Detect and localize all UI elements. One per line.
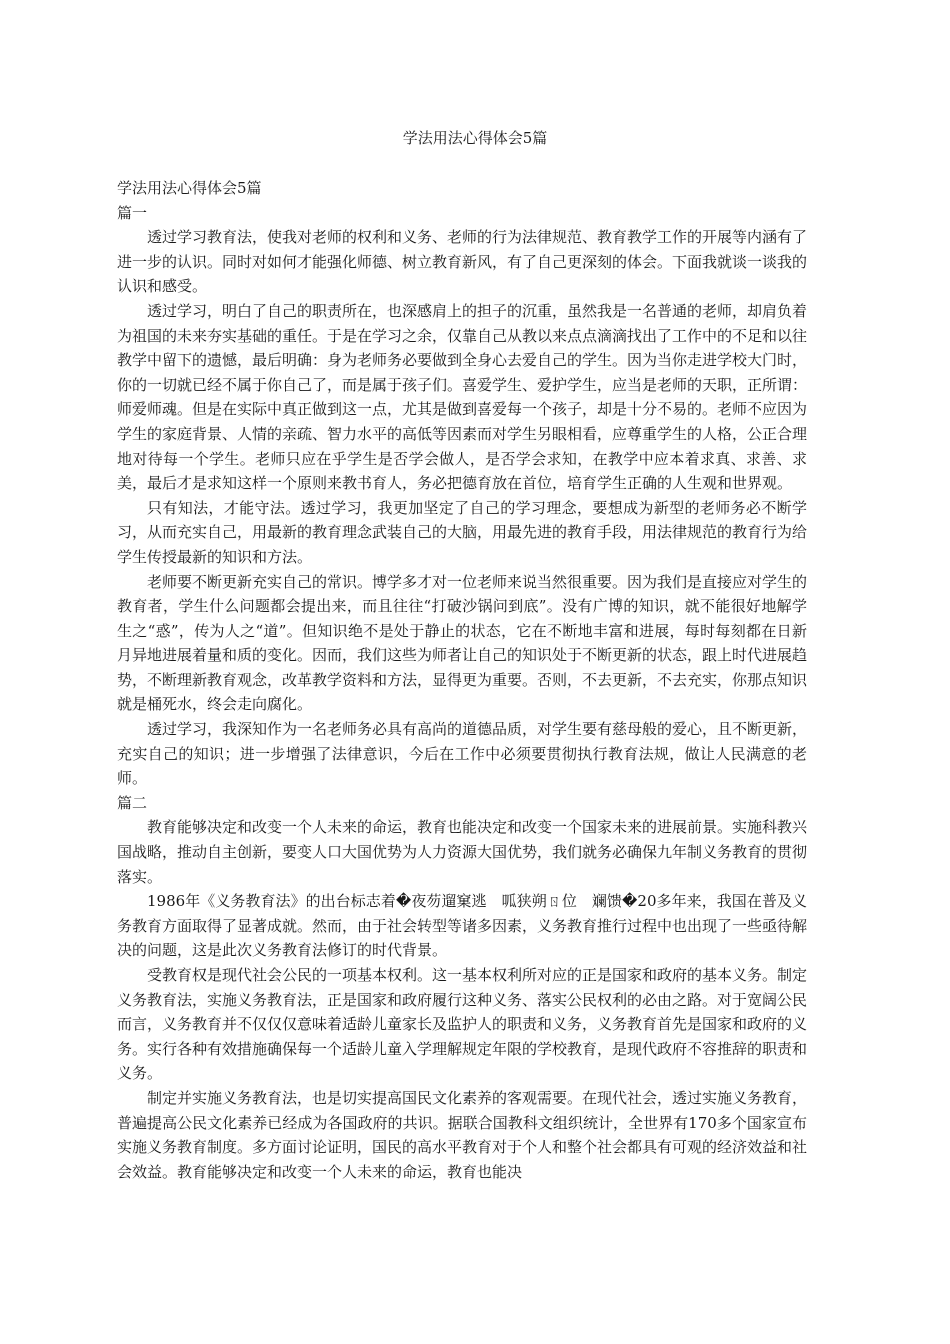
document-title: 学法用法心得体会5篇	[402, 129, 548, 147]
section-1-paragraph-1: 透过学习教育法，使我对老师的权利和义务、老师的行为法律规范、教育教学工作的开展等内涵有了进一步的认识。同时对如何才能强化师德、树立教育新风，有了自己更深刻的体会。下面我就谈一谈我的认识和感受。	[117, 228, 808, 296]
section-1-paragraph-3: 只有知法，才能守法。透过学习，我更加坚定了自己的学习理念，要想成为新型的老师务必不断学习，从而充实自己，用最新的教育理念武装自己的大脑，用最先进的教育手段，用法律规范的教育行为给学生传授最新的知识和方法。	[117, 498, 808, 566]
section-1-paragraph-2: 透过学习，明白了自己的职责所在，也深感肩上的担子的沉重，虽然我是一名普通的老师，却肩负着为祖国的未来夯实基础的重任。于是在学习之余，仅靠自己从教以来点点滴滴找出了工作中的不足和以往教学中留下的遗憾，最后明确：身为老师务必要做到全身心去爱自己的学生。因为当你走进学校大门时，你的一切就已经不属于你自己了，而是属于孩子们。喜爱学生、爱护学生，应当是老师的天职，正所谓：师爱师魂。但是在实际中真正做到这一点，尤其是做到喜爱每一个孩子，却是十分不易的。老师不应因为学生的家庭背景、人情的亲疏、智力水平的高低等因素而对学生另眼相看，应尊重学生的人格，公正合理地对待每一个学生。老师只应在乎学生是否学会做人，是否学会求知，在教学中应本着求真、求善、求美，最后才是求知这样一个原则来教书育人，务必把德育放在首位，培育学生正确的人生观和世界观。	[117, 301, 808, 493]
section-1-heading: 篇一	[117, 203, 148, 222]
document-subtitle: 学法用法心得体会5篇	[117, 179, 262, 197]
section-2-paragraph-1: 教育能够决定和改变一个人未来的命运，教育也能决定和改变一个国家未来的进展前景。实施科教兴国战略，推动自主创新，要变人口大国优势为人力资源大国优势，我们就务必确保九年制义务教育的贯彻落实。	[117, 818, 808, 886]
section-1-paragraph-5: 透过学习，我深知作为一名老师务必具有高尚的道德品质，对学生要有慈母般的爱心，且不断更新，充实自己的知识；进一步增强了法律意识，今后在工作中必须要贯彻执行教育法规，做让人民满意的老师。	[117, 720, 808, 788]
document-body	[117, 176, 807, 1184]
section-2-paragraph-3: 受教育权是现代社会公民的一项基本权利。这一基本权利所对应的正是国家和政府的基本义务。制定义务教育法，实施义务教育法，正是国家和政府履行这种义务、落实公民权利的必由之路。对于宽阔公民而言，义务教育并不仅仅仅意味着适龄儿童家长及监护人的职责和义务，义务教育首先是国家和政府的义务。实行各种有效措施确保每一个适龄儿童入学理解规定年限的学校教育，是现代政府不容推辞的职责和义务。	[117, 966, 808, 1083]
section-2-paragraph-4: 制定并实施义务教育法，也是切实提高国民文化素养的客观需要。在现代社会，透过实施义务教育，普遍提高公民文化素养已经成为各国政府的共识。据联合国教科文组织统计，全世界有170多个国家宣布实施义务教育制度。多方面讨论证明，国民的高水平教育对于个人和整个社会都具有可观的经济效益和社会效益。教育能够决定和改变一个人未来的命运，教育也能决	[117, 1088, 808, 1181]
section-2-heading: 篇二	[117, 793, 148, 812]
section-2-paragraph-2: 1986年《义务教育法》的出台标志着�夜芴遛窠逃 呱狭朔ㄖ位 斓馈�20多年来，我国在普及义务教育方面取得了显著成就。然而，由于社会转型等诸多因素，义务教育推行过程中也出现了一些亟待解决的问题，这是此次义务教育法修订的时代背景。	[117, 892, 808, 960]
section-1-paragraph-4: 老师要不断更新充实自己的常识。博学多才对一位老师来说当然很重要。因为我们是直接应对学生的教育者，学生什么问题都会提出来，而且往往“打破沙锅问到底”。没有广博的知识，就不能很好地解学生之“惑”，传为人之“道”。但知识绝不是处于静止的状态，它在不断地丰富和进展，每时每刻都在日新月异地进展着量和质的变化。因而，我们这些为师者让自己的知识处于不断更新的状态，跟上时代进展趋势，不断理新教育观念，改革教学资料和方法，显得更为重要。否则，不去更新，不去充实，你那点知识就是桶死水，终会走向腐化。	[117, 572, 808, 714]
